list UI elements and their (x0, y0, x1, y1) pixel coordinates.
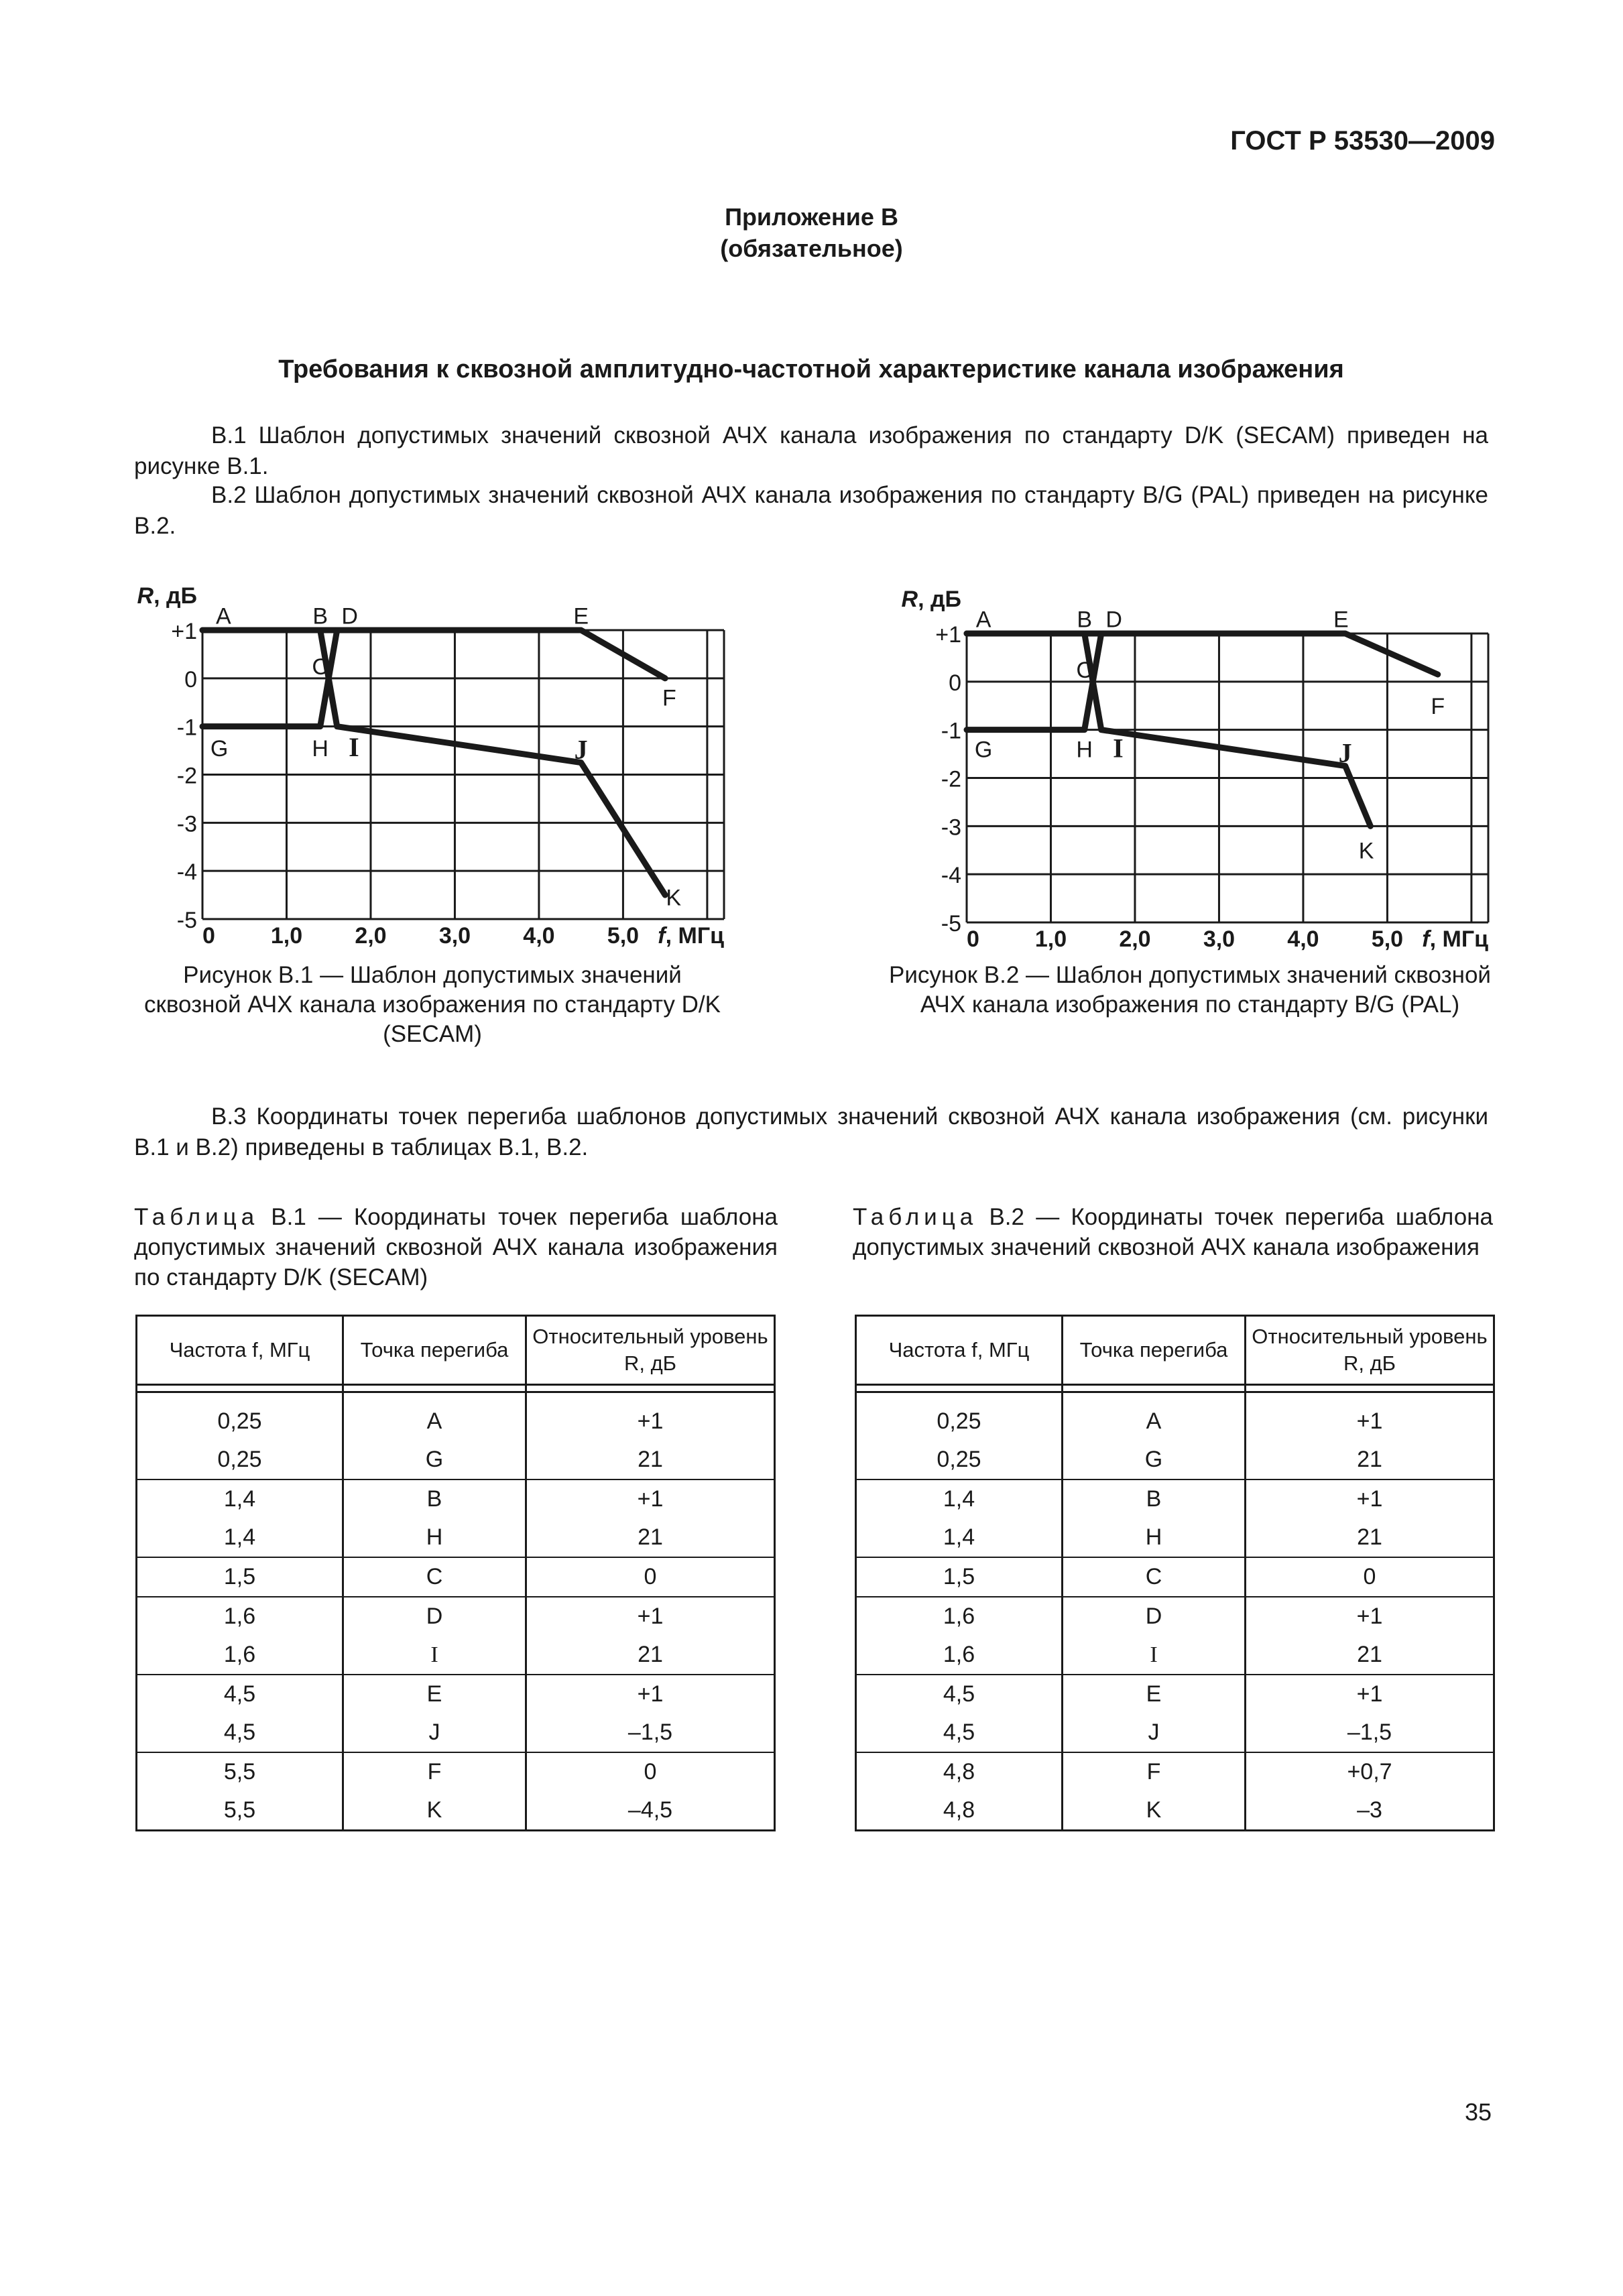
table-cell: +1 (1246, 1479, 1494, 1518)
point-label: A (216, 603, 231, 629)
figure-b2 (885, 577, 1515, 959)
table-cell: 1,6 (856, 1636, 1063, 1675)
table-cell: 1,4 (856, 1518, 1063, 1557)
x-tick-label: 0 (202, 923, 215, 949)
figure-b1-caption: Рисунок В.1 — Шаблон допустимых значений сквозной АЧХ канала изображения по стандарту D/K (SECAM) (144, 962, 721, 1047)
figure-b1 (121, 573, 751, 955)
table-row (856, 1636, 1494, 1675)
table-cell: –3 (1246, 1791, 1494, 1831)
y-axis-label: R, дБ (137, 583, 197, 609)
column-header: Точка перегиба (343, 1316, 526, 1385)
table-cell: +1 (526, 1675, 775, 1713)
table-cell: G (343, 1441, 526, 1479)
table-cell: +1 (526, 1392, 775, 1441)
table-row (137, 1636, 775, 1675)
point-label: F (662, 685, 676, 711)
table-cell: 4,5 (856, 1675, 1063, 1713)
table-row (137, 1675, 775, 1713)
table-cell: –1,5 (1246, 1713, 1494, 1752)
series-line-upper (202, 630, 665, 895)
table-row (137, 1597, 775, 1636)
y-axis-label: R, дБ (901, 587, 961, 612)
y-tick-label: -5 (176, 908, 197, 933)
table-cell: +1 (526, 1479, 775, 1518)
table-cell: +0,7 (1246, 1752, 1494, 1791)
chart-b1 (121, 573, 751, 955)
point-label: B (1077, 607, 1093, 633)
table-cell: C (343, 1557, 526, 1597)
table-cell: 21 (1246, 1636, 1494, 1675)
paragraph-b3: В.3 Координаты точек перегиба шаблонов допустимых значений сквозной АЧХ канала изображения (см. рисунки В.1 и В.2) приведены в таблицах В.1, В.2. (134, 1103, 1488, 1160)
point-label: I (349, 731, 359, 762)
table-cell: 21 (526, 1636, 775, 1675)
table-cell: 0,25 (856, 1392, 1063, 1441)
chart-b2 (885, 577, 1515, 959)
table-row (856, 1752, 1494, 1791)
y-tick-label: -2 (941, 766, 961, 792)
table-cell: 4,5 (137, 1713, 343, 1752)
table-row (137, 1557, 775, 1597)
table-row (856, 1675, 1494, 1713)
point-label: J (1338, 737, 1352, 768)
table-cell: 21 (1246, 1518, 1494, 1557)
table-row (856, 1791, 1494, 1831)
table-cell: +1 (526, 1597, 775, 1636)
table-cell: 1,6 (137, 1636, 343, 1675)
table-cell: 0 (1246, 1557, 1494, 1597)
table-cell: G (1063, 1441, 1246, 1479)
table-row (137, 1713, 775, 1752)
table-row (856, 1597, 1494, 1636)
figure-b2-caption: Рисунок В.2 — Шаблон допустимых значений сквозной АЧХ канала изображения по стандарту B/G (PAL) (889, 962, 1491, 1018)
table-b2 (855, 1315, 1495, 1831)
point-label: I (1113, 733, 1124, 764)
x-tick-label: 1,0 (1034, 926, 1067, 952)
table-cell: H (343, 1518, 526, 1557)
y-tick-label: -4 (941, 863, 961, 889)
point-label: E (1333, 607, 1349, 633)
paragraph-b2: В.2 Шаблон допустимых значений сквозной АЧХ канала изображения по стандарту В/G (PAL) приведен на рисунке В.2. (134, 482, 1488, 539)
y-tick-label: -5 (941, 911, 961, 936)
y-tick-label: -2 (176, 763, 197, 789)
table-cell: C (1063, 1557, 1246, 1597)
x-tick-label: 4,0 (1287, 926, 1319, 952)
point-label: H (1076, 737, 1093, 763)
table-cell: +1 (1246, 1675, 1494, 1713)
point-label: G (974, 737, 993, 763)
table-cell: 1,5 (856, 1557, 1063, 1597)
y-tick-label: -3 (176, 811, 197, 837)
point-label: C (312, 654, 328, 680)
column-header: Относительный уровень R, дБ (1246, 1316, 1494, 1385)
table-cell: 4,8 (856, 1791, 1063, 1831)
table-cell: A (343, 1392, 526, 1441)
y-tick-label: -1 (941, 718, 961, 744)
table-cell: K (343, 1791, 526, 1831)
x-tick-label: 3,0 (1203, 926, 1236, 952)
table-row (856, 1518, 1494, 1557)
table-cell: E (343, 1675, 526, 1713)
point-label: C (1076, 657, 1093, 683)
standard-number: ГОСТ Р 53530—2009 (1230, 126, 1495, 156)
y-tick-label: 0 (949, 670, 961, 696)
section-title: Требования к сквозной амплитудно-частотной характеристике канала изображения (278, 355, 1344, 383)
paragraph-b1: В.1 Шаблон допустимых значений сквозной АЧХ канала изображения по стандарту D/K (SECAM) приведен на рисунке В.1. (134, 422, 1488, 479)
column-header: Частота f, МГц (137, 1316, 343, 1385)
point-label: J (574, 734, 588, 765)
y-tick-label: +1 (935, 622, 961, 648)
y-tick-label: -4 (176, 859, 197, 886)
table-row (137, 1479, 775, 1518)
table-cell: H (1063, 1518, 1246, 1557)
table-cell: 1,5 (137, 1557, 343, 1597)
table-cell: 0,25 (137, 1392, 343, 1441)
table-cell: I (1063, 1636, 1246, 1675)
x-tick-label: 4,0 (523, 923, 555, 949)
table-b1-body (137, 1392, 775, 1831)
table-row (137, 1752, 775, 1791)
table-row (137, 1441, 775, 1479)
table-cell: D (343, 1597, 526, 1636)
table-b2-body (856, 1392, 1494, 1831)
table-cell: +1 (1246, 1392, 1494, 1441)
y-tick-label: -3 (941, 814, 961, 841)
column-header: Относительный уровень R, дБ (526, 1316, 775, 1385)
y-tick-label: +1 (171, 619, 197, 644)
table-row (856, 1441, 1494, 1479)
table-cell: F (343, 1752, 526, 1791)
point-label: K (666, 885, 682, 911)
table-cell: 0 (526, 1752, 775, 1791)
x-tick-label: 0 (967, 926, 979, 952)
table-row (856, 1557, 1494, 1597)
table-row (856, 1713, 1494, 1752)
x-axis-label: f, МГц (658, 923, 724, 949)
point-label: B (312, 603, 328, 629)
table-cell: J (1063, 1713, 1246, 1752)
appendix-status: (обязательное) (720, 235, 903, 262)
point-label: A (975, 607, 991, 633)
x-tick-label: 1,0 (270, 923, 303, 949)
table-cell: 4,5 (137, 1675, 343, 1713)
table-cell: 1,6 (137, 1597, 343, 1636)
table-cell: A (1063, 1392, 1246, 1441)
series-line-upper-limit (202, 630, 665, 678)
table-row (137, 1791, 775, 1831)
table-cell: B (343, 1479, 526, 1518)
x-tick-label: 5,0 (607, 923, 640, 949)
point-label: G (210, 735, 229, 762)
table-cell: 0,25 (137, 1441, 343, 1479)
table-row (856, 1479, 1494, 1518)
table-cell: 0 (526, 1557, 775, 1597)
table-cell: 5,5 (137, 1791, 343, 1831)
table-b1-caption: Таблица В.1 — Координаты точек перегиба шаблона допустимых значений сквозной АЧХ канала изображения по стандарту D/K (SECAM) (134, 1204, 778, 1290)
point-label: E (573, 603, 589, 629)
table-cell: 4,5 (856, 1713, 1063, 1752)
table-cell: 21 (1246, 1441, 1494, 1479)
page-number: 35 (1464, 2098, 1492, 2126)
table-row (856, 1392, 1494, 1441)
table-cell: –1,5 (526, 1713, 775, 1752)
table-cell: 1,4 (856, 1479, 1063, 1518)
table-row (137, 1392, 775, 1441)
point-label: D (341, 603, 358, 629)
x-tick-label: 2,0 (1119, 926, 1151, 952)
appendix-title: Приложение В (725, 203, 898, 231)
table-cell: B (1063, 1479, 1246, 1518)
table-cell: 21 (526, 1441, 775, 1479)
x-tick-label: 2,0 (355, 923, 387, 949)
table-cell: 21 (526, 1518, 775, 1557)
point-label: D (1105, 607, 1122, 633)
y-tick-label: 0 (184, 666, 197, 692)
y-tick-label: -1 (176, 715, 197, 741)
table-b1 (135, 1315, 776, 1831)
table-cell: –4,5 (526, 1791, 775, 1831)
x-tick-label: 5,0 (1371, 926, 1404, 952)
table-cell: 1,4 (137, 1479, 343, 1518)
table-cell: 1,4 (137, 1518, 343, 1557)
table-cell: 4,8 (856, 1752, 1063, 1791)
table-cell: 0,25 (856, 1441, 1063, 1479)
table-cell: E (1063, 1675, 1246, 1713)
point-label: H (312, 735, 328, 762)
x-axis-label: f, МГц (1422, 926, 1488, 952)
table-cell: 1,6 (856, 1597, 1063, 1636)
table-b2-caption: Таблица В.2 — Координаты точек перегиба шаблона допустимых значений сквозной АЧХ канала изображения (853, 1204, 1493, 1260)
point-label: F (1431, 693, 1445, 719)
table-cell: D (1063, 1597, 1246, 1636)
table-cell: 5,5 (137, 1752, 343, 1791)
x-tick-label: 3,0 (438, 923, 471, 949)
point-label: K (1358, 838, 1374, 864)
table-cell: I (343, 1636, 526, 1675)
table-row (137, 1518, 775, 1557)
table-cell: J (343, 1713, 526, 1752)
table-cell: K (1063, 1791, 1246, 1831)
column-header: Частота f, МГц (856, 1316, 1063, 1385)
table-cell: +1 (1246, 1597, 1494, 1636)
table-cell: F (1063, 1752, 1246, 1791)
column-header: Точка перегиба (1063, 1316, 1246, 1385)
series-line-upper-limit (967, 633, 1438, 674)
